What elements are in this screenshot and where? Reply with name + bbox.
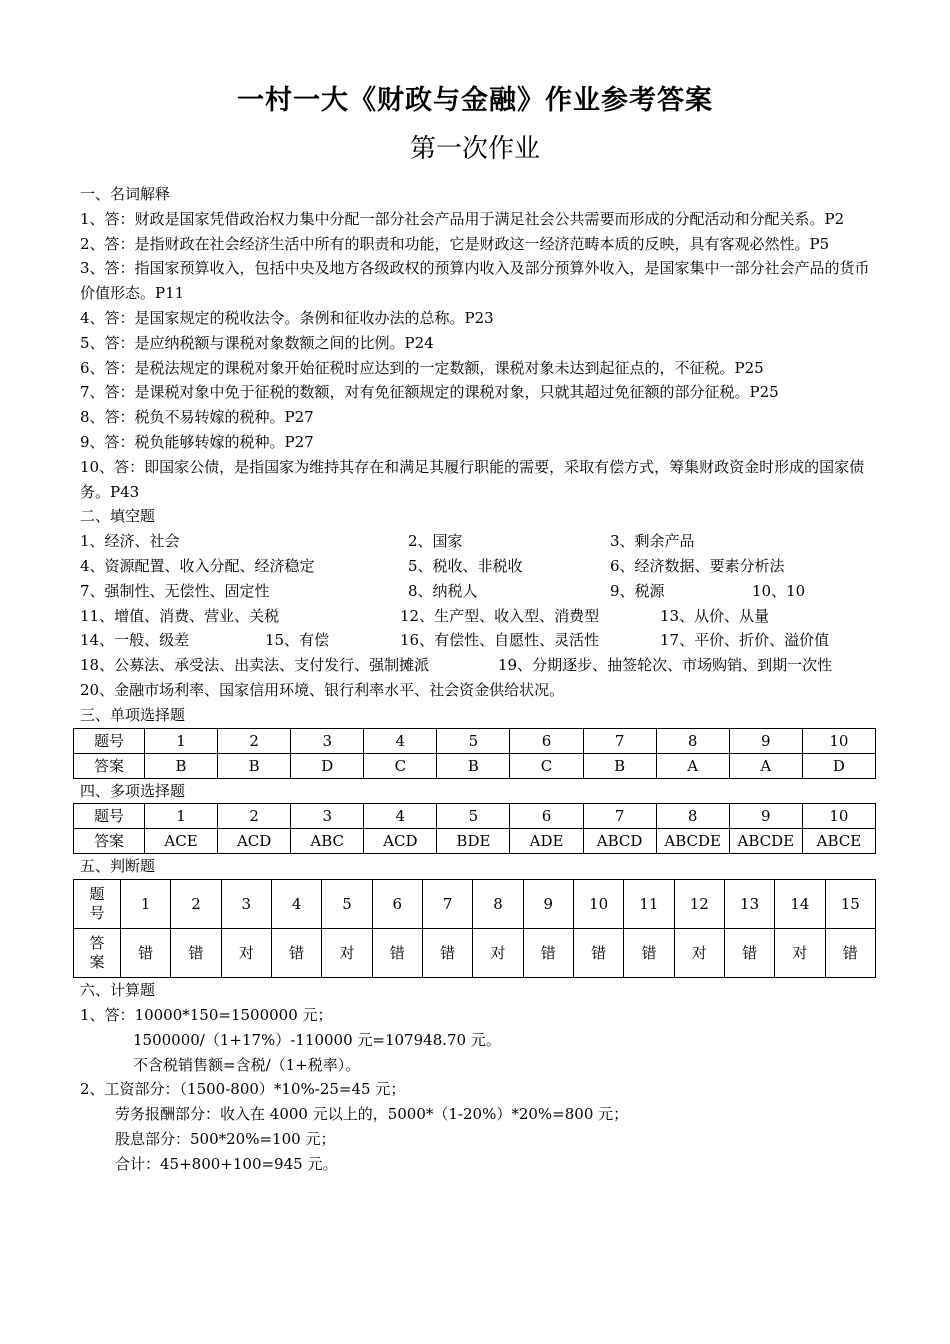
- table-row: [74, 753, 876, 778]
- fill-blank-row: [80, 678, 875, 703]
- answer-cell: ABCD: [583, 829, 656, 854]
- answer-cell: 错: [121, 929, 171, 978]
- answer-cell: 对: [674, 929, 724, 978]
- definition-item: 1、答：财政是国家凭借政治权力集中分配一部分社会产品用于满足社会公共需要而形成的分配活动和分配关系。P2: [80, 209, 845, 228]
- question-number: 10: [802, 728, 875, 753]
- document-body: [80, 182, 875, 1177]
- calculation-line: 合计：45+800+100=945 元。: [115, 1154, 338, 1173]
- question-number: 15: [825, 880, 875, 929]
- answer-cell: BDE: [437, 829, 510, 854]
- question-number: 2: [218, 728, 291, 753]
- question-number: 13: [724, 880, 774, 929]
- row-label: 题号: [74, 728, 145, 753]
- answer-cell: B: [218, 753, 291, 778]
- calculation-line: 股息部分：500*20%=100 元；: [115, 1129, 336, 1148]
- fill-blank-row: [80, 579, 875, 604]
- section-heading-1: 一、名词解释: [80, 185, 171, 203]
- answer-cell: B: [145, 753, 218, 778]
- answer-cell: A: [656, 753, 729, 778]
- fill-blank-item: 19、分期逐步、抽签轮次、市场购销、到期一次性: [498, 656, 833, 675]
- fill-blank-item: 1、经济、社会: [80, 532, 180, 551]
- definition-item: 6、答：是税法规定的课税对象开始征税时应达到的一定数额，课税对象未达到起征点的，不征税。P25: [80, 358, 764, 377]
- answer-cell: ABC: [291, 829, 364, 854]
- answer-cell: ABCDE: [656, 829, 729, 854]
- answer-cell: 错: [825, 929, 875, 978]
- section-heading-3: 三、单项选择题: [80, 705, 186, 724]
- answer-cell: B: [437, 753, 510, 778]
- fill-blank-item: 16、有偿性、自愿性、灵活性: [400, 631, 600, 650]
- calculation-line: 2、工资部分：（1500-800）*10%-25=45 元；: [80, 1080, 406, 1099]
- question-number: 9: [523, 880, 573, 929]
- fill-blank-item: 8、纳税人: [408, 581, 478, 600]
- fill-blank-item: 6、经济数据、要素分析法: [610, 556, 785, 575]
- fill-blank-item: 7、强制性、无偿性、固定性: [80, 581, 270, 600]
- row-label: 题号: [74, 880, 121, 929]
- definition-item: 5、答：是应纳税额与课税对象数额之间的比例。P24: [80, 333, 434, 352]
- answer-cell: 对: [473, 929, 523, 978]
- question-number: 6: [372, 880, 422, 929]
- calculation-line: 不含税销售额=含税/（1+税率）。: [133, 1055, 361, 1074]
- question-number: 6: [510, 728, 583, 753]
- calculation-line: 1500000/（1+17%）-110000 元=107948.70 元。: [133, 1030, 501, 1049]
- definition-item: 9、答：税负能够转嫁的税种。P27: [80, 432, 314, 451]
- fill-blank-item: 12、生产型、收入型、消费型: [400, 606, 600, 625]
- question-number: 3: [221, 880, 271, 929]
- fill-blank-item: 18、公募法、承受法、出卖法、支付发行、强制摊派: [80, 656, 430, 675]
- question-number: 12: [674, 880, 724, 929]
- answer-cell: 错: [573, 929, 623, 978]
- definition-item: 10、答：即国家公债，是指国家为维持其存在和满足其履行职能的需要，采取有偿方式，筹集财政资金时形成的国家债务。P43: [80, 457, 865, 501]
- document-title: 一村一大《财政与金融》作业参考答案: [237, 85, 713, 116]
- answer-cell: 对: [221, 929, 271, 978]
- answer-cell: D: [802, 753, 875, 778]
- fill-blank-row: [80, 529, 875, 554]
- fill-blank-item: 20、金融市场利率、国家信用环境、银行利率水平、社会资金供给状况。: [80, 680, 565, 699]
- table-row: [74, 728, 876, 753]
- answer-cell: ACD: [364, 829, 437, 854]
- multiple-choice-table: [73, 803, 876, 854]
- question-number: 10: [573, 880, 623, 929]
- true-false-table: [73, 879, 876, 978]
- question-number: 9: [729, 804, 802, 829]
- question-number: 11: [624, 880, 674, 929]
- question-number: 8: [656, 728, 729, 753]
- question-number: 14: [775, 880, 825, 929]
- calculation-line: 劳务报酬部分：收入在 4000 元以上的，5000*（1-20%）*20%=800 元；: [115, 1105, 629, 1124]
- answer-cell: C: [510, 753, 583, 778]
- answer-cell: 错: [422, 929, 472, 978]
- answer-cell: ACE: [145, 829, 218, 854]
- question-number: 8: [656, 804, 729, 829]
- question-number: 2: [171, 880, 221, 929]
- row-label: 答案: [74, 829, 145, 854]
- answer-cell: 错: [523, 929, 573, 978]
- question-number: 3: [291, 804, 364, 829]
- answer-cell: 错: [171, 929, 221, 978]
- section-heading-4: 四、多项选择题: [80, 781, 186, 800]
- answer-cell: C: [364, 753, 437, 778]
- question-number: 7: [583, 728, 656, 753]
- row-label: 题号: [74, 804, 145, 829]
- fill-blank-item: 10、10: [752, 581, 806, 600]
- table-row: [74, 880, 876, 929]
- fill-blank-item: 9、税源: [610, 581, 665, 600]
- question-number: 4: [364, 728, 437, 753]
- answer-cell: D: [291, 753, 364, 778]
- row-label: 答案: [74, 929, 121, 978]
- calculation-line: 1、答：10000*150=1500000 元；: [80, 1005, 333, 1024]
- answer-cell: 错: [724, 929, 774, 978]
- answer-cell: 错: [372, 929, 422, 978]
- answer-cell: B: [583, 753, 656, 778]
- section-heading-5: 五、判断题: [80, 857, 156, 876]
- fill-blank-item: 4、资源配置、收入分配、经济稳定: [80, 556, 315, 575]
- question-number: 2: [218, 804, 291, 829]
- document-subtitle: 第一次作业: [409, 134, 540, 164]
- definition-item: 7、答：是课税对象中免于征税的数额，对有免征额规定的课税对象，只就其超过免征额的部分征税。P25: [80, 383, 779, 402]
- fill-blank-row: [80, 653, 875, 678]
- fill-blank-item: 3、剩余产品: [610, 532, 695, 551]
- answer-cell: ABCDE: [729, 829, 802, 854]
- fill-blank-item: 15、有偿: [265, 631, 330, 650]
- answer-cell: 错: [624, 929, 674, 978]
- definition-item: 8、答：税负不易转嫁的税种。P27: [80, 408, 314, 427]
- question-number: 10: [802, 804, 875, 829]
- answer-cell: 对: [775, 929, 825, 978]
- fill-blank-item: 17、平价、折价、溢价值: [660, 631, 830, 650]
- question-number: 5: [437, 804, 510, 829]
- fill-blank-item: 5、税收、非税收: [408, 556, 523, 575]
- question-number: 7: [422, 880, 472, 929]
- question-number: 8: [473, 880, 523, 929]
- answer-cell: ADE: [510, 829, 583, 854]
- fill-blank-row: [80, 604, 875, 629]
- answer-cell: A: [729, 753, 802, 778]
- fill-blank-item: 11、增值、消费、营业、关税: [80, 606, 280, 625]
- fill-blank-item: 13、从价、从量: [660, 606, 770, 625]
- row-label: 答案: [74, 753, 145, 778]
- table-row: [74, 804, 876, 829]
- question-number: 5: [437, 728, 510, 753]
- answer-cell: 错: [271, 929, 321, 978]
- question-number: 4: [364, 804, 437, 829]
- definition-item: 4、答：是国家规定的税收法令。条例和征收办法的总称。P23: [80, 308, 494, 327]
- question-number: 9: [729, 728, 802, 753]
- definition-item: 2、答：是指财政在社会经济生活中所有的职责和功能，它是财政这一经济范畴本质的反映，具有客观必然性。P5: [80, 234, 830, 253]
- answer-cell: ABCE: [802, 829, 875, 854]
- fill-blank-item: 14、一般、级差: [80, 631, 190, 650]
- definition-item: 3、答：指国家预算收入，包括中央及地方各级政权的预算内收入及部分预算外收入，是国家集中一部分社会产品的货币价值形态。P11: [80, 259, 870, 303]
- question-number: 1: [145, 804, 218, 829]
- answer-cell: ACD: [218, 829, 291, 854]
- section-heading-2: 二、填空题: [80, 507, 156, 526]
- question-number: 4: [271, 880, 321, 929]
- fill-blank-row: [80, 628, 875, 653]
- question-number: 1: [121, 880, 171, 929]
- section-heading-6: 六、计算题: [80, 981, 156, 1000]
- fill-blank-item: 2、国家: [408, 532, 463, 551]
- table-row: [74, 829, 876, 854]
- question-number: 6: [510, 804, 583, 829]
- table-row: [74, 929, 876, 978]
- question-number: 1: [145, 728, 218, 753]
- question-number: 7: [583, 804, 656, 829]
- question-number: 3: [291, 728, 364, 753]
- single-choice-table: [73, 728, 876, 779]
- answer-cell: 对: [322, 929, 372, 978]
- fill-blank-row: [80, 554, 875, 579]
- question-number: 5: [322, 880, 372, 929]
